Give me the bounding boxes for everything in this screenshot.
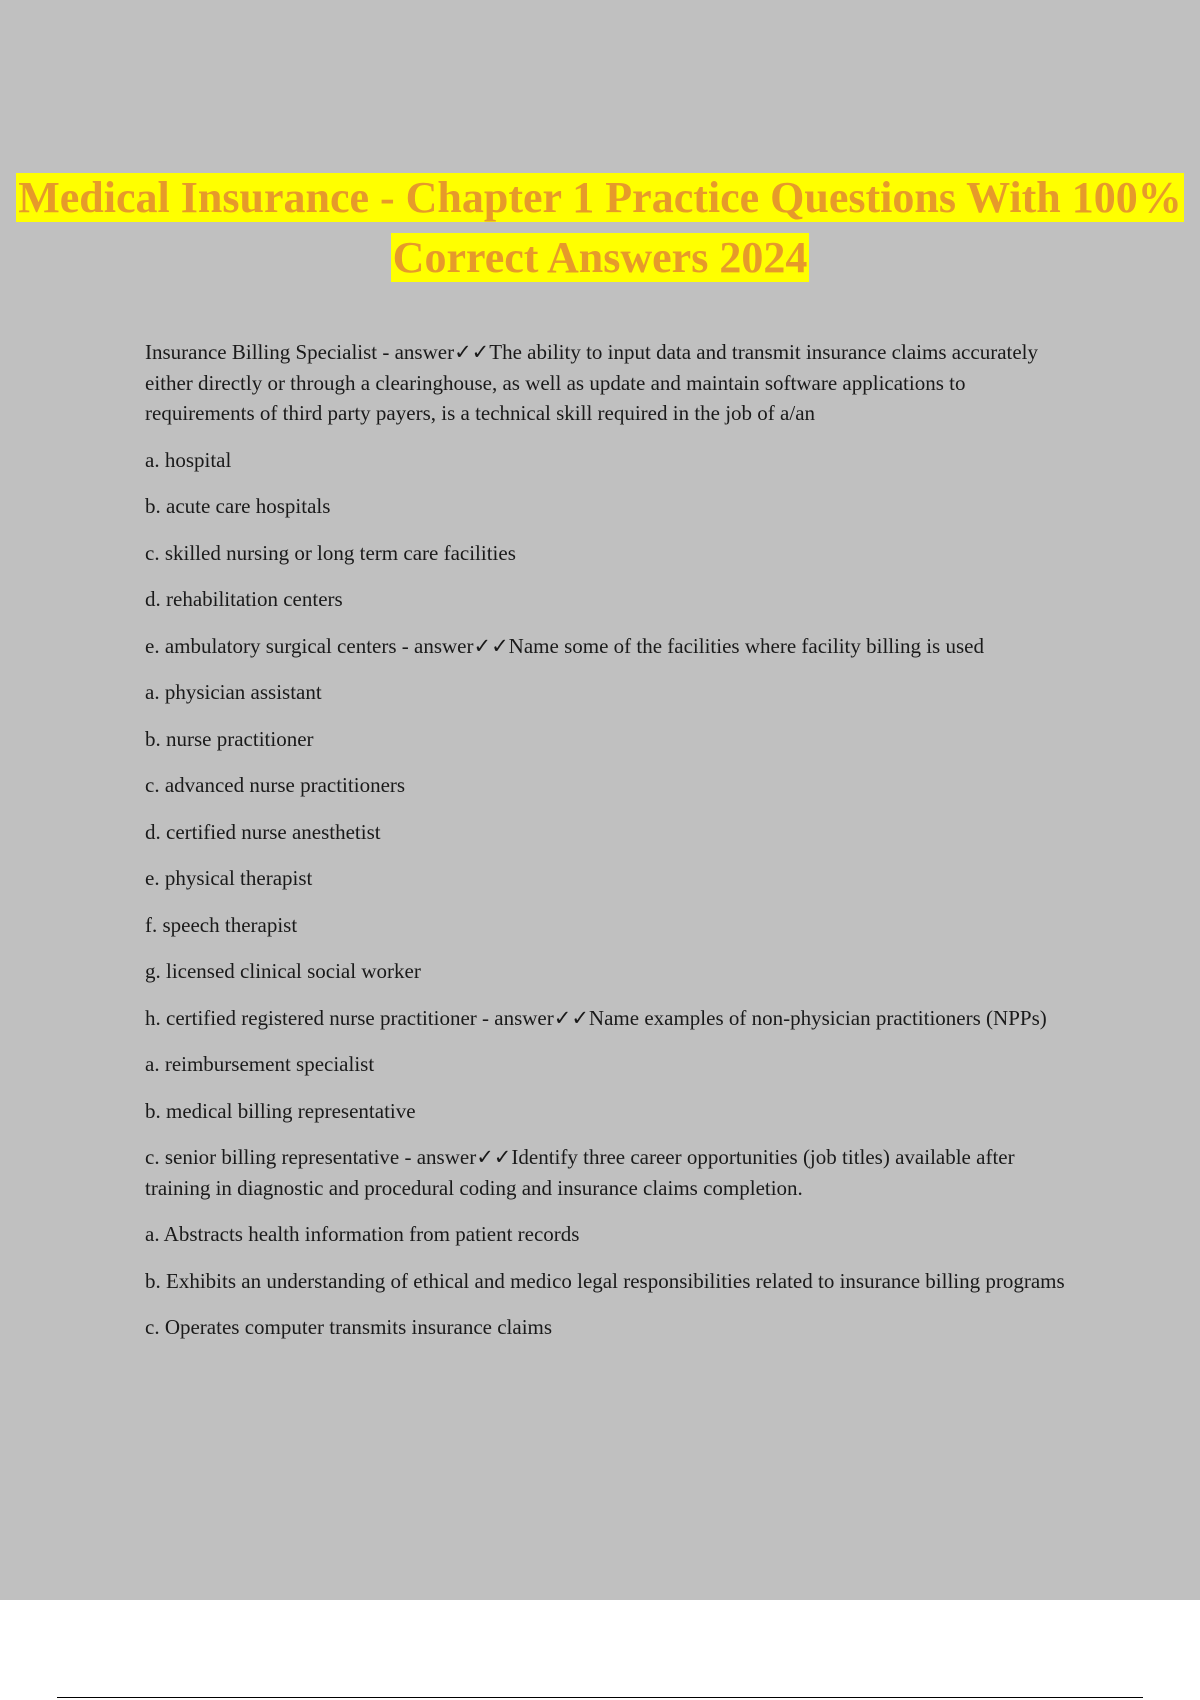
answer-option: a. physician assistant: [145, 680, 322, 704]
answer-option: c. Operates computer transmits insurance claims: [145, 1315, 553, 1339]
document-title: Medical Insurance - Chapter 1 Practice Questions With 100% Correct Answers 2024: [18, 173, 1182, 282]
document-title-block: [0, 168, 1200, 288]
answer-option: e. physical therapist: [145, 866, 313, 890]
answer-option: a. Abstracts health information from patient records: [145, 1222, 580, 1246]
answer-option: f. speech therapist: [145, 912, 298, 937]
paragraph: Insurance Billing Specialist - answer✓✓The ability to input data and transmit insurance claims accurately either directly or through a clearinghouse, as well as update and maintain software applications to requirements of third party payers, is a technical skill required in the job of a/an: [145, 340, 1039, 425]
answer-option: c. skilled nursing or long term care facilities: [145, 540, 516, 565]
answer-option: b. acute care hospitals: [145, 494, 331, 518]
document-body: [145, 337, 1075, 1359]
answer-option: a. hospital: [145, 447, 232, 472]
paragraph: c. senior billing representative - answer✓✓Identify three career opportunities (job titles) available after training in diagnostic and procedural coding and insurance claims completion.: [145, 1145, 1015, 1200]
answer-option: b. Exhibits an understanding of ethical and medico legal responsibilities related to insurance billing programs: [145, 1268, 1065, 1293]
answer-option: d. rehabilitation centers: [145, 587, 343, 611]
answer-option: d. certified nurse anesthetist: [145, 819, 381, 844]
paragraph: h. certified registered nurse practitioner - answer✓✓Name examples of non-physician practitioners (NPPs): [145, 1005, 1047, 1030]
answer-option: g. licensed clinical social worker: [145, 959, 421, 983]
footer-divider: [57, 1697, 1143, 1698]
answer-option: b. medical billing representative: [145, 1098, 416, 1123]
answer-option: b. nurse practitioner: [145, 726, 314, 751]
paragraph: e. ambulatory surgical centers - answer✓✓Name some of the facilities where facility billing is used: [145, 633, 984, 658]
answer-option: c. advanced nurse practitioners: [145, 773, 406, 797]
answer-option: a. reimbursement specialist: [145, 1052, 375, 1076]
